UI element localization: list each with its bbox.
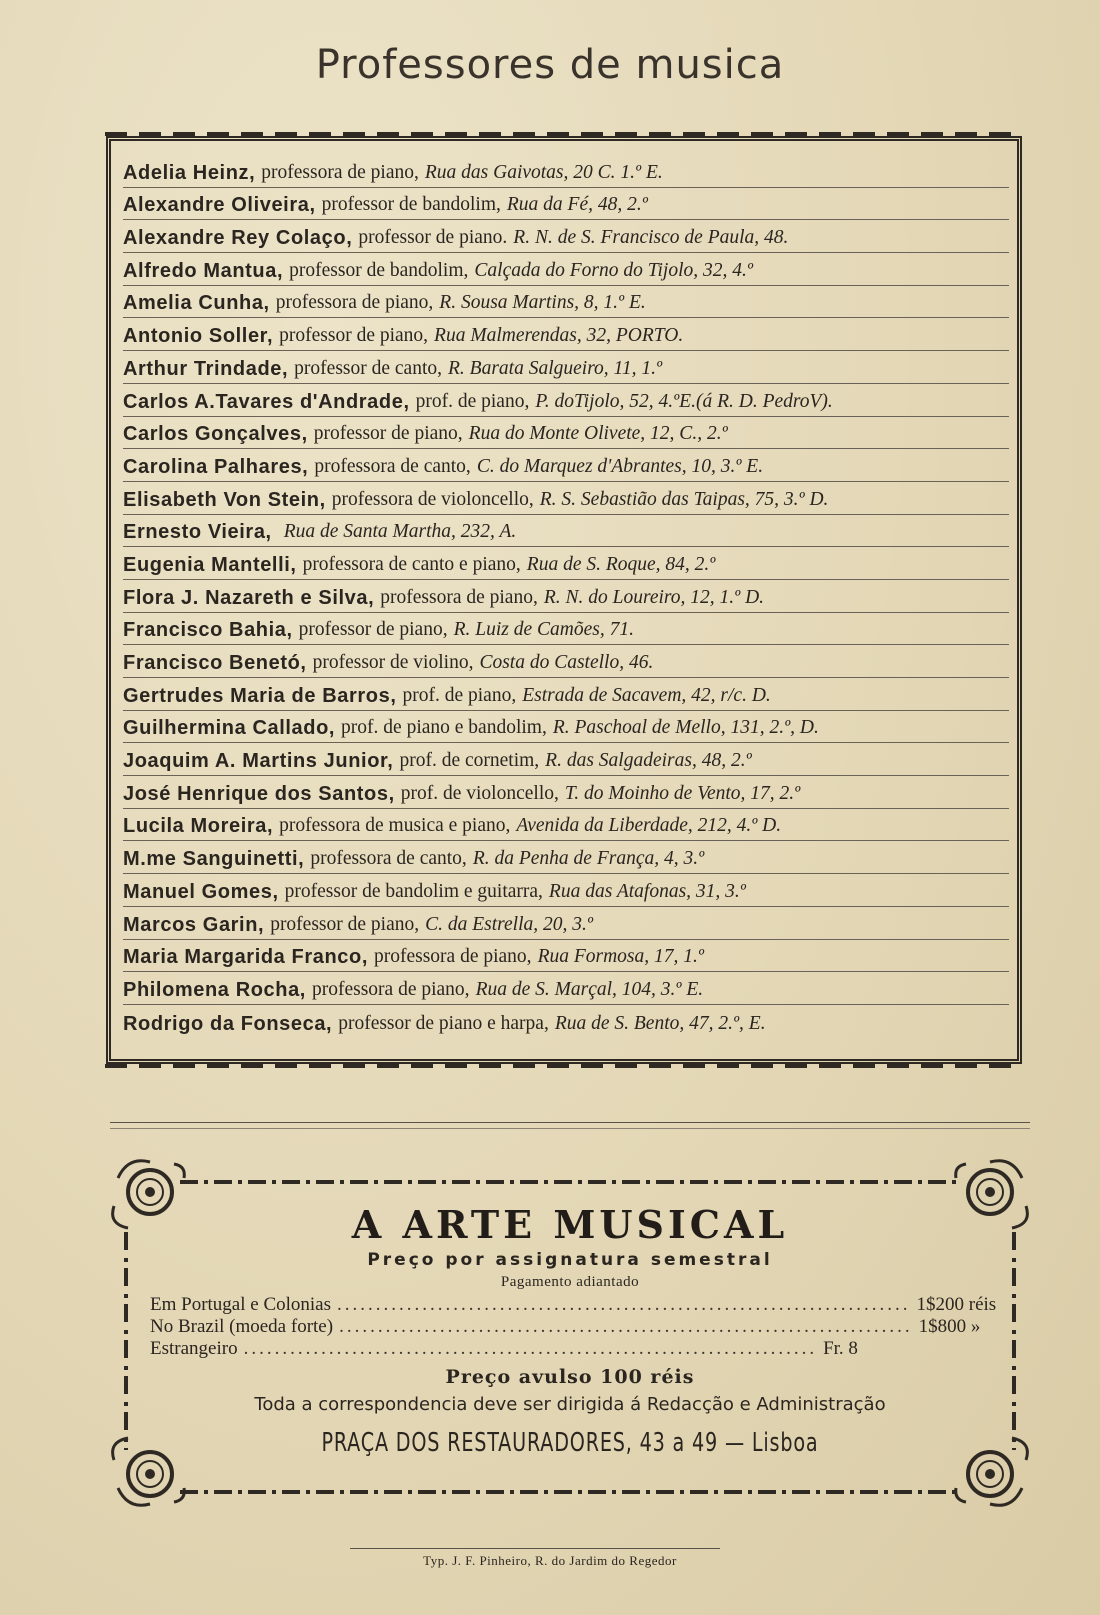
teacher-role: professora de canto e piano,: [302, 553, 521, 575]
price-row: [150, 1316, 981, 1338]
teacher-name: Joaquim A. Martins Junior,: [123, 750, 394, 773]
teacher-name: Francisco Bahia,: [123, 619, 293, 642]
teacher-row: [123, 155, 1009, 188]
teacher-role: prof. de piano e bandolim,: [341, 717, 547, 739]
teacher-name: Maria Margarida Franco,: [123, 946, 368, 969]
teacher-address: R. S. Sebastião das Taipas, 75, 3.º D.: [539, 488, 829, 510]
teacher-address: C. da Estrella, 20, 3.º: [425, 913, 593, 935]
teacher-role: prof. de violoncello,: [400, 782, 559, 804]
price-label: Em Portugal e Colonias: [150, 1294, 332, 1315]
teacher-role: professor de bandolim,: [289, 259, 469, 281]
advert-subtitle: Preço por assignatura semestral: [367, 1250, 773, 1270]
single-issue-price: Preço avulso 100 réis: [445, 1366, 695, 1388]
teacher-address: Rua do Monte Olivete, 12, C., 2.º: [468, 423, 728, 445]
teacher-name: Alexandre Rey Colaço,: [123, 227, 353, 250]
teacher-role: professora de canto,: [314, 455, 471, 477]
teacher-address: R. das Salgadeiras, 48, 2.º: [545, 750, 752, 772]
separator-rule: [110, 1128, 1030, 1129]
teacher-row: [123, 743, 1009, 776]
teacher-role: professor de piano e harpa,: [338, 1012, 549, 1034]
teacher-role: professor de bandolim e guitarra,: [284, 880, 543, 902]
teacher-role: professor de piano.: [358, 227, 508, 249]
teacher-address: Rua de S. Roque, 84, 2.º: [526, 553, 716, 575]
corner-flourish-icon: [104, 1432, 190, 1518]
teacher-address: Costa do Castello, 46.: [479, 652, 654, 673]
teacher-name: Flora J. Nazareth e Silva,: [123, 586, 375, 609]
price-value: Fr. 8: [823, 1338, 858, 1359]
teacher-role: professor de piano,: [298, 619, 448, 641]
teacher-address: Rua de S. Bento, 47, 2.º, E.: [554, 1012, 766, 1034]
price-value: 1$800 »: [918, 1316, 981, 1337]
teacher-name: Elisabeth Von Stein,: [123, 488, 326, 511]
dot-leader: ..........................................................................: [339, 1316, 913, 1337]
teacher-name: Arthur Trindade,: [123, 357, 289, 380]
separator-rule: [110, 1122, 1030, 1123]
teacher-address: R. N. de S. Francisco de Paula, 48.: [513, 227, 789, 249]
teacher-row: [123, 384, 1009, 417]
teacher-row: [123, 776, 1009, 809]
teacher-row: [123, 711, 1009, 744]
teacher-row: [123, 678, 1009, 711]
teacher-address: C. do Marquez d'Abrantes, 10, 3.º E.: [476, 455, 764, 477]
printer-imprint: Typ. J. F. Pinheiro, R. do Jardim do Regedor: [423, 1553, 677, 1568]
publisher-address: PRAÇA DOS RESTAURADORES, 43 a 49 — Lisboa: [321, 1428, 819, 1458]
teacher-role: professora de piano,: [275, 292, 434, 314]
teacher-address: R. N. do Loureiro, 12, 1.º D.: [543, 586, 765, 608]
teacher-role: professor de violino,: [312, 652, 474, 673]
teacher-address: Calçada do Forno do Tijolo, 32, 4.º: [474, 259, 753, 281]
ornamental-border: [180, 1180, 960, 1184]
teacher-role: prof. de cornetim,: [399, 750, 540, 772]
teacher-role: professora de piano,: [373, 946, 532, 968]
teacher-name: Gertrudes Maria de Barros,: [123, 684, 397, 707]
price-table: [150, 1294, 997, 1360]
teacher-address: P. doTijolo, 52, 4.ºE.(á R. D. PedroV).: [535, 390, 833, 412]
teacher-address: Rua de S. Marçal, 104, 3.º E.: [475, 978, 704, 1000]
teacher-address: Rua Malmerendas, 32, PORTO.: [434, 325, 684, 347]
teacher-role: prof. de piano,: [402, 684, 517, 706]
teacher-address: Rua das Atafonas, 31, 3.º: [548, 880, 746, 902]
teacher-row: [123, 841, 1009, 874]
teacher-list-frame: [106, 136, 1022, 1064]
teacher-name: Alexandre Oliveira,: [123, 194, 316, 217]
teacher-list: [111, 141, 1017, 1038]
advert-note: Pagamento adiantado: [500, 1274, 640, 1290]
teacher-row: [123, 286, 1009, 319]
teacher-role: professora de piano,: [380, 586, 538, 608]
price-label: No Brazil (moeda forte): [150, 1316, 334, 1337]
imprint-rule: [350, 1548, 720, 1549]
teacher-address: R. Barata Salgueiro, 11, 1.º: [448, 357, 663, 379]
teacher-role: professora de musica e piano,: [279, 815, 511, 837]
teacher-role: professora de piano,: [261, 161, 419, 183]
teacher-address: R. Sousa Martins, 8, 1.º E.: [439, 292, 646, 314]
teacher-name: Guilhermina Callado,: [123, 717, 336, 740]
teacher-name: Rodrigo da Fonseca,: [123, 1012, 333, 1035]
teacher-row: [123, 253, 1009, 286]
teacher-row: [123, 1005, 1009, 1038]
teacher-address: Estrada de Sacavem, 42, r/c. D.: [522, 684, 771, 706]
price-label: Estrangeiro: [150, 1338, 238, 1359]
teacher-address: T. do Moinho de Vento, 17, 2.º: [564, 782, 801, 804]
teacher-address: R. Luiz de Camões, 71.: [453, 619, 634, 641]
dot-leader: ..........................................................................: [243, 1338, 818, 1359]
teacher-row: [123, 351, 1009, 384]
ornamental-border: [180, 1490, 960, 1494]
teacher-name: Carlos A.Tavares d'Andrade,: [123, 390, 410, 413]
teacher-row: [123, 613, 1009, 646]
teacher-address: Rua da Fé, 48, 2.º: [506, 194, 648, 216]
teacher-name: Manuel Gomes,: [123, 880, 279, 903]
teacher-name: Carlos Gonçalves,: [123, 423, 308, 446]
teacher-row: [123, 482, 1009, 515]
teacher-row: [123, 972, 1009, 1005]
teacher-name: Marcos Garin,: [123, 913, 265, 936]
page-title: Professores de musica: [315, 42, 785, 88]
teacher-name: Antonio Soller,: [123, 325, 274, 348]
teacher-role: prof. de piano,: [415, 390, 530, 412]
teacher-name: Lucila Moreira,: [123, 815, 274, 838]
teacher-address: R. Paschoal de Mello, 131, 2.º, D.: [552, 717, 819, 739]
teacher-role: professora de piano,: [311, 978, 470, 1000]
advert-title: A ARTE MUSICAL: [351, 1202, 789, 1247]
teacher-name: Francisco Benetó,: [123, 652, 307, 674]
teacher-role: professor de piano,: [313, 423, 463, 445]
teacher-name: M.me Sanguinetti,: [123, 848, 305, 871]
teacher-role: professor de bandolim,: [321, 194, 501, 216]
teacher-name: Alfredo Mantua,: [123, 259, 284, 282]
teacher-row: [123, 809, 1009, 842]
teacher-address: Rua das Gaivotas, 20 C. 1.º E.: [424, 161, 663, 183]
teacher-name: Amelia Cunha,: [123, 292, 270, 315]
teacher-row: [123, 515, 1009, 548]
teacher-row: [123, 547, 1009, 580]
corner-flourish-icon: [950, 1432, 1036, 1518]
teacher-row: [123, 188, 1009, 221]
teacher-name: Carolina Palhares,: [123, 455, 309, 478]
teacher-name: José Henrique dos Santos,: [123, 782, 395, 805]
teacher-address: R. da Penha de França, 4, 3.º: [472, 848, 705, 870]
price-value: 1$200 réis: [916, 1294, 997, 1315]
teacher-row: [123, 907, 1009, 940]
correspondence-note: Toda a correspondencia deve ser dirigida á Redacção e Administração: [254, 1394, 886, 1415]
teacher-row: [123, 874, 1009, 907]
teacher-role: professor de canto,: [294, 357, 442, 379]
teacher-row: [123, 940, 1009, 973]
price-row: [150, 1294, 997, 1316]
teacher-row: [123, 449, 1009, 482]
teacher-address: Rua de Santa Martha, 232, A.: [283, 521, 517, 543]
teacher-role: professor de piano,: [279, 325, 429, 347]
teacher-role: professor de piano,: [270, 913, 420, 935]
teacher-address: Rua Formosa, 17, 1.º: [537, 946, 704, 968]
teacher-role: professora de violoncello,: [331, 488, 534, 510]
teacher-role: professora de canto,: [310, 848, 467, 870]
subscription-advert: [110, 1162, 1030, 1520]
teacher-name: Eugenia Mantelli,: [123, 553, 297, 576]
teacher-name: Ernesto Vieira,: [123, 521, 272, 544]
teacher-row: [123, 417, 1009, 450]
teacher-row: [123, 645, 1009, 678]
dot-leader: ..........................................................................: [337, 1294, 911, 1315]
teacher-row: [123, 580, 1009, 613]
teacher-row: [123, 318, 1009, 351]
teacher-name: Adelia Heinz,: [123, 161, 256, 184]
teacher-address: Avenida da Liberdade, 212, 4.º D.: [516, 815, 782, 837]
teacher-name: Philomena Rocha,: [123, 978, 306, 1001]
teacher-row: [123, 220, 1009, 253]
price-row: [150, 1338, 970, 1360]
